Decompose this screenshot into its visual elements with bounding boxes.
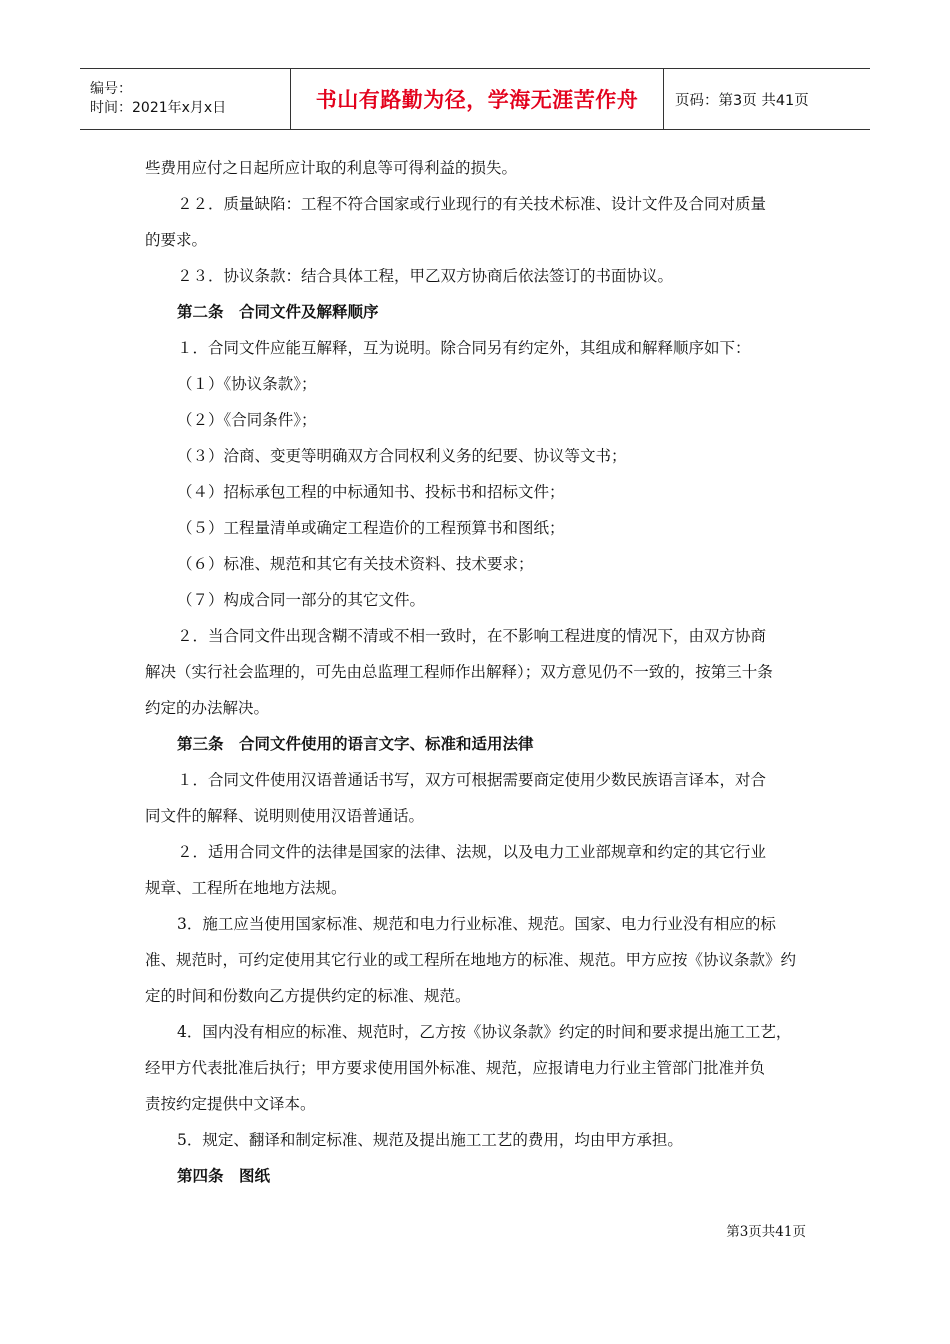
list-item-6: （６）标准、规范和其它有关技术资料、技术要求； (177, 555, 534, 573)
paragraph-line: 些费用应付之日起所应计取的利息等可得利益的损失。 (145, 159, 518, 177)
page-footer: 第3页共41页 (726, 1224, 806, 1240)
document-body (145, 150, 810, 1194)
article-3-item-4-line-3: 责按约定提供中文译本。 (145, 1095, 316, 1113)
header-page-number: 页码：第3页 共41页 (675, 92, 809, 109)
article-3-item-3-line-1: 3．施工应当使用国家标准、规范和电力行业标准、规范。国家、电力行业没有相应的标 (177, 915, 776, 933)
article-3-item-5: 5．规定、翻译和制定标准、规范及提出施工工艺的费用，均由甲方承担。 (177, 1131, 683, 1149)
list-item-5: （５）工程量清单或确定工程造价的工程预算书和图纸； (177, 519, 565, 537)
article-3-item-1-line-1: １．合同文件使用汉语普通话书写，双方可根据需要商定使用少数民族语言译本，对合 (177, 771, 767, 789)
clause-22-line-1: ２２．质量缺陷：工程不符合国家或行业现行的有关技术标准、设计文件及合同对质量 (177, 195, 767, 213)
article-3-item-4-line-1: 4．国内没有相应的标准、规范时，乙方按《协议条款》约定的时间和要求提出施工工艺， (177, 1023, 792, 1041)
page-header (80, 68, 870, 130)
document-number-label: 编号： (90, 81, 132, 97)
article-2-heading: 第二条 合同文件及解释顺序 (177, 303, 379, 321)
header-meta (80, 69, 290, 129)
article-2-item-2-line-2: 解决（实行社会监理的，可先由总监理工程师作出解释）；双方意见仍不一致的，按第三十条 (145, 663, 773, 681)
header-page-cell (664, 69, 870, 129)
header-motto: 书山有路勤为径，学海无涯苦作舟 (315, 88, 639, 112)
article-3-item-3-line-2: 准、规范时，可约定使用其它行业的或工程所在地地方的标准、规范。甲方应按《协议条款》约 (145, 951, 797, 969)
list-item-3: （３）洽商、变更等明确双方合同权利义务的纪要、协议等文书； (177, 447, 627, 465)
article-2-item-2-line-3: 约定的办法解决。 (145, 699, 270, 717)
clause-23: ２３．协议条款：结合具体工程，甲乙双方协商后依法签订的书面协议。 (177, 267, 674, 285)
article-3-item-4-line-2: 经甲方代表批准后执行；甲方要求使用国外标准、规范，应报请电力行业主管部门批准并负 (145, 1059, 766, 1077)
article-2-item-1: １．合同文件应能互解释，互为说明。除合同另有约定外，其组成和解释顺序如下： (177, 339, 751, 357)
document-date: 时间：2021年x月x日 (90, 100, 227, 116)
list-item-4: （４）招标承包工程的中标通知书、投标书和招标文件； (177, 483, 565, 501)
article-4-heading: 第四条 图纸 (177, 1167, 271, 1185)
article-2-item-2-line-1: ２．当合同文件出现含糊不清或不相一致时，在不影响工程进度的情况下，由双方协商 (177, 627, 767, 645)
article-3-item-2-line-1: ２．适用合同文件的法律是国家的法律、法规，以及电力工业部规章和约定的其它行业 (177, 843, 767, 861)
header-motto-cell (290, 69, 664, 129)
clause-22-line-2: 的要求。 (145, 231, 208, 249)
article-3-heading: 第三条 合同文件使用的语言文字、标准和适用法律 (177, 735, 534, 753)
article-3-item-1-line-2: 同文件的解释、说明则使用汉语普通话。 (145, 807, 425, 825)
article-3-item-3-line-3: 定的时间和份数向乙方提供约定的标准、规范。 (145, 987, 471, 1005)
list-item-2: （２）《合同条件》； (177, 411, 317, 429)
article-3-item-2-line-2: 规章、工程所在地地方法规。 (145, 879, 347, 897)
list-item-1: （１）《协议条款》； (177, 375, 317, 393)
list-item-7: （７）构成合同一部分的其它文件。 (177, 591, 426, 609)
